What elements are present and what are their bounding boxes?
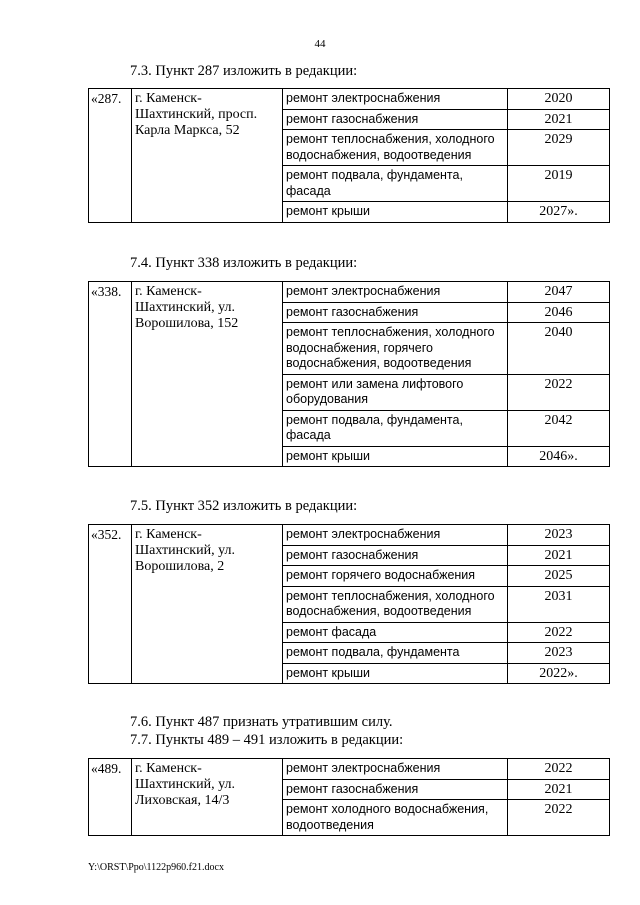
section-heading: 7.4. Пункт 338 изложить в редакции: — [130, 255, 358, 271]
section-heading: 7.5. Пункт 352 изложить в редакции: — [130, 498, 358, 514]
work-year: 2021 — [508, 779, 610, 800]
file-path-footer: Y:\ORST\Ppo\1122p960.f21.docx — [88, 862, 224, 873]
work-year: 2022 — [508, 622, 610, 643]
work-year: 2046». — [508, 446, 610, 467]
work-type: ремонт холодного водоснабжения, водоотведения — [283, 800, 508, 836]
work-year: 2022 — [508, 800, 610, 836]
work-type: ремонт крыши — [283, 202, 508, 223]
work-year: 2046 — [508, 302, 610, 323]
item-number: «287. — [89, 89, 132, 223]
work-type: ремонт теплоснабжения, холодного водоснабжения, горячего водоснабжения, водоотведения — [283, 323, 508, 375]
table-row — [89, 525, 610, 546]
work-type: ремонт или замена лифтового оборудования — [283, 374, 508, 410]
work-type: ремонт подвала, фундамента, фасада — [283, 166, 508, 202]
work-type: ремонт газоснабжения — [283, 545, 508, 566]
work-year: 2047 — [508, 282, 610, 303]
work-type: ремонт газоснабжения — [283, 779, 508, 800]
work-type: ремонт газоснабжения — [283, 302, 508, 323]
work-type: ремонт фасада — [283, 622, 508, 643]
work-type: ремонт электроснабжения — [283, 89, 508, 110]
section-heading: 7.3. Пункт 287 изложить в редакции: — [130, 63, 358, 79]
work-type: ремонт крыши — [283, 663, 508, 684]
work-year: 2022 — [508, 759, 610, 780]
work-year: 2042 — [508, 410, 610, 446]
work-year: 2027». — [508, 202, 610, 223]
work-year: 2040 — [508, 323, 610, 375]
page-number: 44 — [314, 38, 326, 50]
work-year: 2022 — [508, 374, 610, 410]
work-type: ремонт электроснабжения — [283, 525, 508, 546]
work-year: 2022». — [508, 663, 610, 684]
work-year: 2021 — [508, 109, 610, 130]
table-row — [89, 759, 610, 780]
work-year: 2023 — [508, 525, 610, 546]
work-year: 2023 — [508, 643, 610, 664]
table-row — [89, 89, 610, 110]
work-year: 2020 — [508, 89, 610, 110]
item-address: г. Каменск-Шахтинский, ул. Ворошилова, 152 — [132, 282, 283, 467]
work-year: 2019 — [508, 166, 610, 202]
work-year: 2029 — [508, 130, 610, 166]
item-address: г. Каменск-Шахтинский, просп. Карла Маркса, 52 — [132, 89, 283, 223]
item-7-6-text: 7.6. Пункт 487 признать утратившим силу. — [130, 714, 393, 730]
work-year: 2025 — [508, 566, 610, 587]
item-number: «352. — [89, 525, 132, 684]
work-type: ремонт электроснабжения — [283, 282, 508, 303]
item-table-338 — [88, 281, 610, 467]
work-type: ремонт горячего водоснабжения — [283, 566, 508, 587]
item-address: г. Каменск-Шахтинский, ул. Лиховская, 14/3 — [132, 759, 283, 836]
work-type: ремонт подвала, фундамента — [283, 643, 508, 664]
item-number: «489. — [89, 759, 132, 836]
table-row — [89, 282, 610, 303]
work-type: ремонт теплоснабжения, холодного водоснабжения, водоотведения — [283, 586, 508, 622]
item-table-352 — [88, 524, 610, 684]
work-year: 2021 — [508, 545, 610, 566]
work-type: ремонт крыши — [283, 446, 508, 467]
work-type: ремонт электроснабжения — [283, 759, 508, 780]
item-table-489 — [88, 758, 610, 836]
work-type: ремонт теплоснабжения, холодного водоснабжения, водоотведения — [283, 130, 508, 166]
section-heading: 7.7. Пункты 489 – 491 изложить в редакции: — [130, 732, 404, 748]
work-type: ремонт подвала, фундамента, фасада — [283, 410, 508, 446]
work-type: ремонт газоснабжения — [283, 109, 508, 130]
item-address: г. Каменск-Шахтинский, ул. Ворошилова, 2 — [132, 525, 283, 684]
work-year: 2031 — [508, 586, 610, 622]
item-table-287 — [88, 88, 610, 223]
item-number: «338. — [89, 282, 132, 467]
